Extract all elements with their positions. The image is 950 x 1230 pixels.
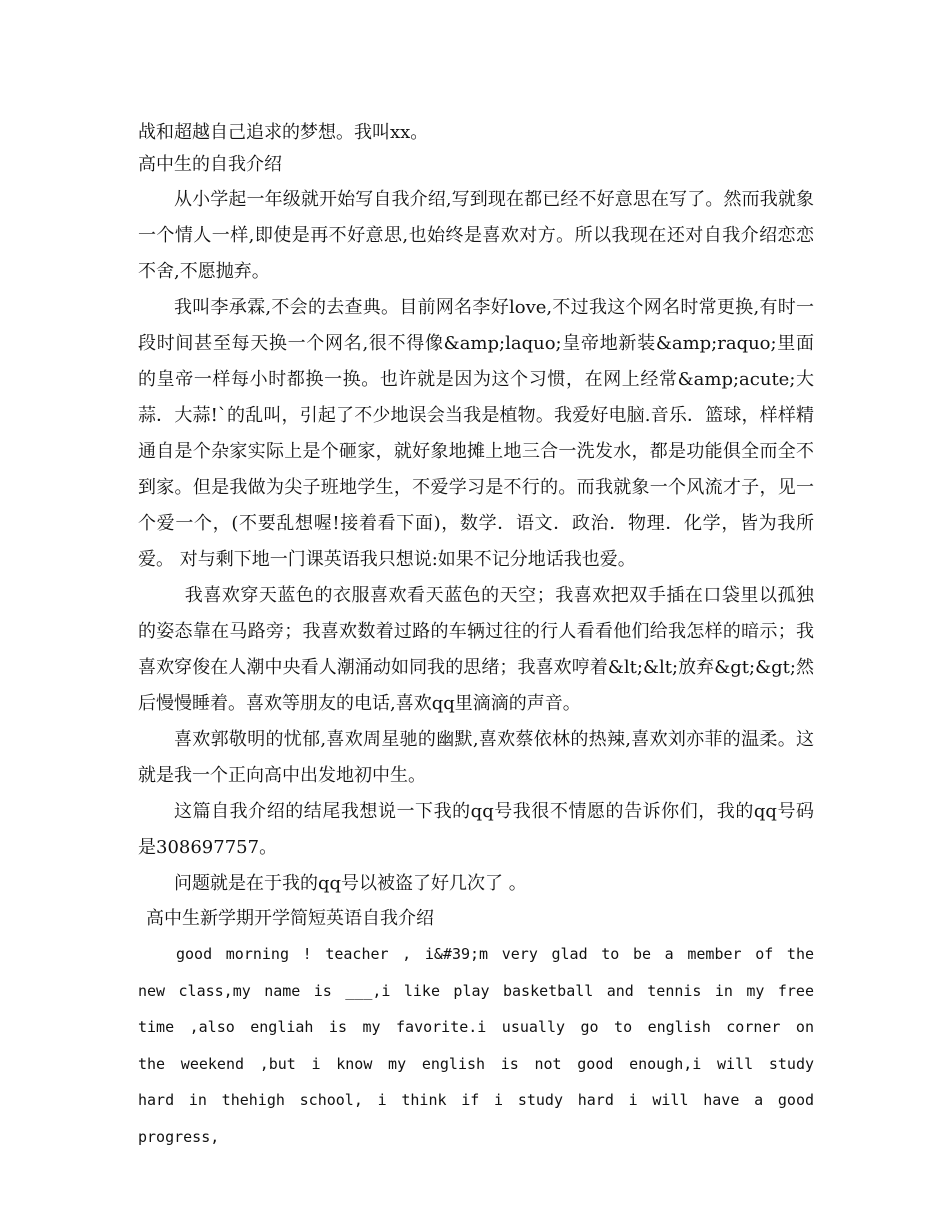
paragraph-1: 从小学起一年级就开始写自我介绍,写到现在都已经不好意思在写了。然而我就象一个情人一样,即使是再不好意思,也始终是喜欢对方。所以我现在还对自我介绍恋恋不舍,不愿抛弃。: [138, 189, 814, 282]
document-body: [138, 118, 814, 1155]
section-heading-english-intro: 高中生新学期开学简短英语自我介绍: [146, 908, 434, 929]
paragraph-2: 我叫李承霖,不会的去查典。目前网名李好love,不过我这个网名时常更换,有时一段时间甚至每天换一个网名,很不得像&amp;laquo;皇帝地新装&amp;raquo;里面的皇帝一样每小时都换一换。也许就是因为这个习惯，在网上经常&amp;acute;大蒜．大蒜!`的乱叫，引起了不少地误会当我是植物。我爱好电脑.音乐．篮球，样样精通自是个杂家实际上是个砸家，就好象地摊上地三合一洗发水，都是功能俱全而全不到家。但是我做为尖子班地学生，不爱学习是不行的。而我就象一个风流才子，见一个爱一个，(不要乱想喔!接着看下面)，数学．语文．政治．物理．化学，皆为我所爱。 对与剩下地一门课英语我只想说:如果不记分地话我也爱。: [138, 297, 814, 570]
paragraph-6: 问题就是在于我的qq号以被盗了好几次了 。: [174, 873, 527, 894]
paragraph-4: 喜欢郭敬明的忧郁,喜欢周星驰的幽默,喜欢蔡依林的热辣,喜欢刘亦菲的温柔。这就是我一个正向高中出发地初中生。: [138, 729, 814, 786]
text-line-top: 战和超越自己追求的梦想。我叫xx。: [138, 122, 429, 143]
section-heading-self-intro: 高中生的自我介绍: [138, 154, 282, 175]
paragraph-5: 这篇自我介绍的结尾我想说一下我的qq号我很不情愿的告诉你们，我的qq号码是308697757。: [138, 801, 814, 858]
paragraph-english: good morning ! teacher , i&#39;m very glad to be a member of the new class,my name is ___,i like play basketball and tennis in my free time ,also engliah is my favorite.i usually go to english corner on the weekend ,but i know my english is not good enough,i will study hard in thehigh school, i think if i study hard i will have a good progress,: [138, 945, 814, 1146]
paragraph-3: 我喜欢穿天蓝色的衣服喜欢看天蓝色的天空；我喜欢把双手插在口袋里以孤独的姿态靠在马路旁；我喜欢数着过路的车辆过往的行人看看他们给我怎样的暗示；我喜欢穿俊在人潮中央看人潮涌动如同我的思绪；我喜欢哼着&lt;&lt;放弃&gt;&gt;然后慢慢睡着。喜欢等朋友的电话,喜欢qq里滴滴的声音。: [138, 585, 814, 714]
